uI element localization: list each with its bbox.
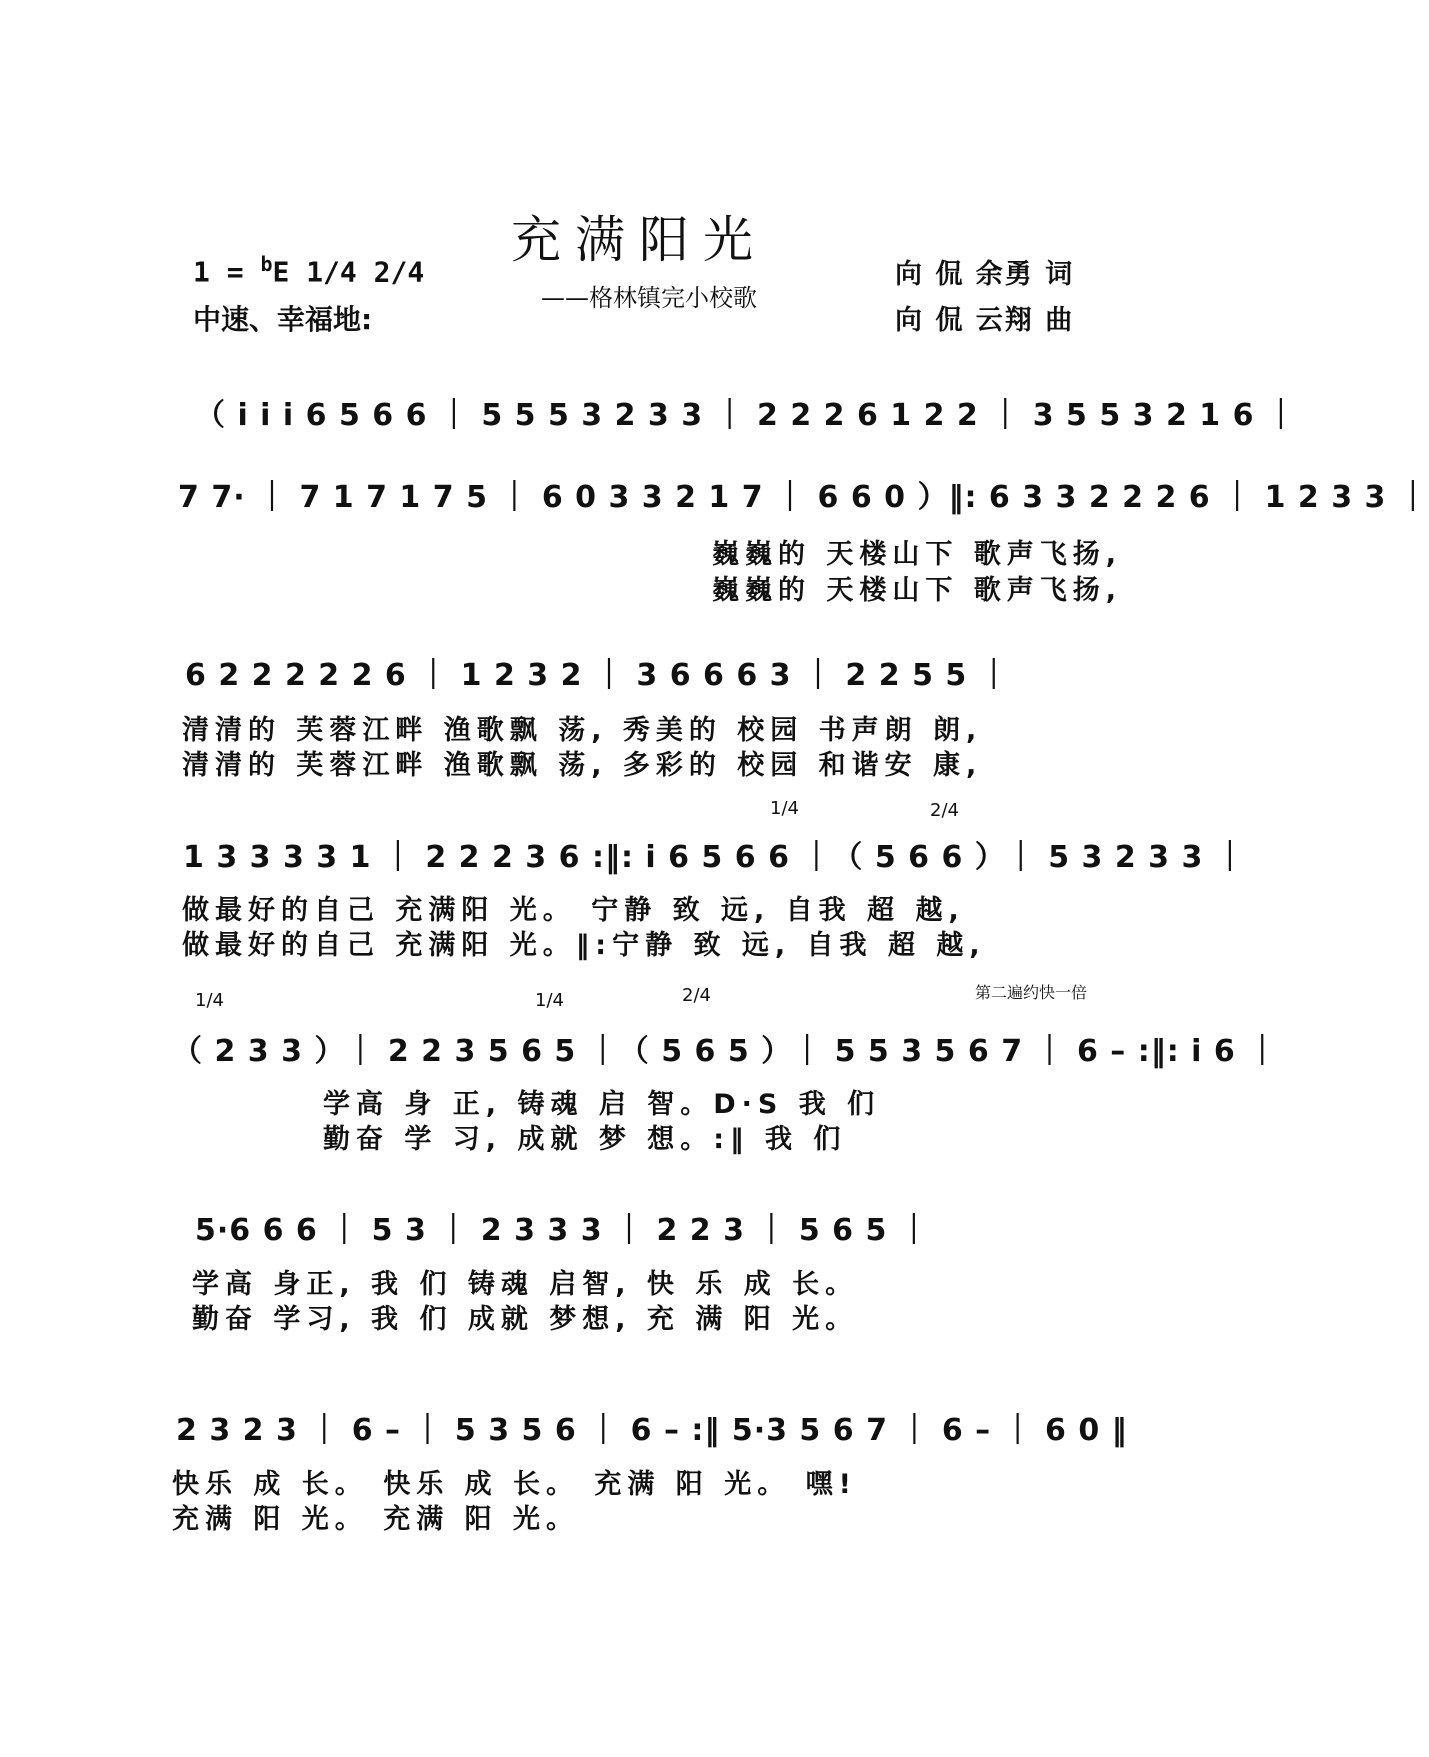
score-line-5-notes: （ 2 3 3 ）｜ 2 2 3 5 6 5 ｜（ 5 6 5 ）｜ 5 5 3 5 6 7 ｜ 6 – :‖: i 6 ｜ bbox=[172, 1034, 1279, 1069]
score-line-2-lyric-2: 巍巍的 天楼山下 歌声飞扬, bbox=[712, 575, 1123, 606]
key-flat: b bbox=[260, 252, 273, 276]
key-signature bbox=[193, 252, 424, 288]
score-line-5-lyric-1: 学高 身 正, 铸魂 启 智。D·S 我 们 bbox=[323, 1089, 881, 1120]
score-line-5-lyric-2: 勤奋 学 习, 成就 梦 想。:‖ 我 们 bbox=[323, 1124, 847, 1155]
meter-mark: 1/4 bbox=[195, 990, 224, 1011]
score-line-7-lyric-1: 快乐 成 长。 快乐 成 长。 充满 阳 光。 嘿! bbox=[172, 1469, 857, 1500]
score-line-6-lyric-2: 勤奋 学习, 我 们 成就 梦想, 充 满 阳 光。 bbox=[192, 1304, 859, 1335]
score-line-4-lyric-1: 做最好的自己 充满阳 光。 宁静 致 远, 自我 超 越, bbox=[182, 895, 965, 926]
key-rest: E 1/4 2/4 bbox=[272, 255, 425, 289]
song-title: 充满阳光 bbox=[511, 211, 767, 269]
score-line-4-notes: 1 3 3 3 3 1 ｜ 2 2 2 3 6 :‖: i 6 5 6 6 ｜（ 5 6 6 ）｜ 5 3 2 3 3 ｜ bbox=[183, 840, 1246, 875]
tempo-annotation: 第二遍约快一倍 bbox=[975, 983, 1088, 1002]
score-line-6-notes: 5·6 6 6 ｜ 5 3 ｜ 2 3 3 3 ｜ 2 2 3 ｜ 5 6 5 ｜ bbox=[195, 1213, 930, 1248]
meter-mark: 1/4 bbox=[535, 990, 564, 1011]
meter-mark: 1/4 bbox=[770, 798, 799, 819]
song-subtitle: ——格林镇完小校歌 bbox=[541, 284, 757, 312]
meter-mark: 2/4 bbox=[682, 985, 711, 1006]
tempo-marking: 中速、幸福地: bbox=[193, 303, 373, 336]
key-prefix: 1 = bbox=[193, 255, 261, 289]
score-line-7-notes: 2 3 2 3 ｜ 6 – ｜ 5 3 5 6 ｜ 6 – :‖ 5·3 5 6 7 ｜ 6 – ｜ 6 0 ‖ bbox=[176, 1413, 1128, 1448]
score-line-1-notes: （ i i i 6 5 6 6 ｜ 5 5 5 3 2 3 3 ｜ 2 2 2 6 1 2 2 ｜ 3 5 5 3 2 1 6 ｜ bbox=[195, 398, 1297, 433]
score-line-6-lyric-1: 学高 身正, 我 们 铸魂 启智, 快 乐 成 长。 bbox=[192, 1269, 859, 1300]
lyricist-credit: 向 侃 余勇 词 bbox=[895, 259, 1075, 290]
composer-credit: 向 侃 云翔 曲 bbox=[895, 305, 1075, 336]
score-line-2-notes: 7 7· ｜ 7 1 7 1 7 5 ｜ 6 0 3 3 2 1 7 ｜ 6 6 0 ）‖: 6 3 3 2 2 2 6 ｜ 1 2 3 3 ｜ bbox=[178, 480, 1429, 515]
score-line-7-lyric-2: 充满 阳 光。 充满 阳 光。 bbox=[172, 1504, 579, 1535]
score-line-3-lyric-1: 清清的 芙蓉江畔 渔歌飘 荡, 秀美的 校园 书声朗 朗, bbox=[182, 715, 983, 746]
score-line-3-notes: 6 2 2 2 2 2 6 ｜ 1 2 3 2 ｜ 3 6 6 6 3 ｜ 2 2 5 5 ｜ bbox=[185, 658, 1010, 693]
score-line-4-lyric-2: 做最好的自己 充满阳 光。‖:宁静 致 远, 自我 超 越, bbox=[182, 930, 986, 961]
score-line-3-lyric-2: 清清的 芙蓉江畔 渔歌飘 荡, 多彩的 校园 和谐安 康, bbox=[182, 750, 983, 781]
score-line-2-lyric-1: 巍巍的 天楼山下 歌声飞扬, bbox=[712, 539, 1123, 570]
meter-mark: 2/4 bbox=[930, 800, 959, 821]
